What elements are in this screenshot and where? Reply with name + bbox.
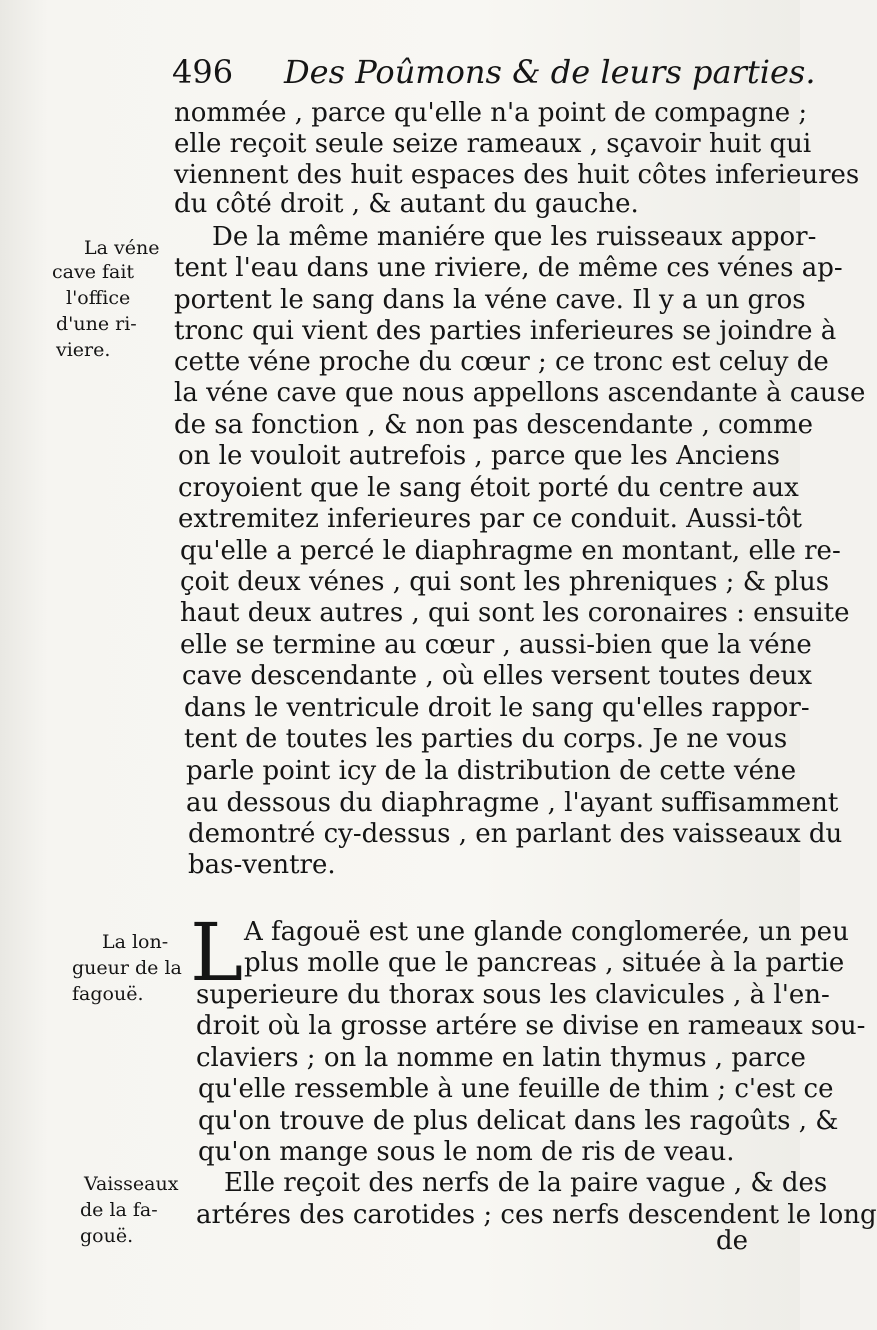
margin-note-line: gueur de la: [72, 957, 182, 979]
text-line: De la même maniére que les ruisseaux appor-: [212, 222, 817, 252]
text-line: qu'elle ressemble à une feuille de thim ; c'est ce: [198, 1074, 834, 1104]
margin-note-line: de la fa-: [80, 1199, 158, 1221]
text-line: haut deux autres , qui sont les coronaires : ensuite: [180, 598, 850, 628]
catchword: de: [716, 1226, 749, 1256]
text-line: tent l'eau dans une riviere, de même ces vénes ap-: [174, 253, 843, 283]
margin-note-line: l'office: [66, 287, 131, 309]
text-line: de sa fonction , & non pas descendante , comme: [174, 410, 814, 440]
text-line: claviers ; on la nomme en latin thymus , parce: [196, 1043, 806, 1073]
text-line: nommée , parce qu'elle n'a point de compagne ;: [174, 98, 808, 128]
text-line: elle reçoit seule seize rameaux , sçavoir huit qui: [174, 129, 812, 159]
margin-note-line: gouë.: [80, 1225, 134, 1247]
text-line: du côté droit , & autant du gauche.: [174, 189, 639, 219]
text-line: tronc qui vient des parties inferieures se joindre à: [174, 316, 837, 346]
text-line: qu'on trouve de plus delicat dans les ragoûts , &: [198, 1106, 839, 1136]
drop-cap: L: [190, 906, 244, 999]
page-number: 496: [172, 53, 234, 91]
text-line: portent le sang dans la véne cave. Il y a un gros: [174, 285, 806, 315]
text-line: cette véne proche du cœur ; ce tronc est celuy de: [174, 347, 829, 377]
text-line: qu'on mange sous le nom de ris de veau.: [198, 1137, 735, 1167]
text-line: tent de toutes les parties du corps. Je ne vous: [184, 724, 788, 754]
text-line: la véne cave que nous appellons ascendante à cause: [174, 378, 866, 408]
text-line: parle point icy de la distribution de cette véne: [186, 756, 797, 786]
text-line: demontré cy-dessus , en parlant des vaisseaux du: [188, 819, 843, 849]
text-line: on le vouloit autrefois , parce que les Anciens: [178, 441, 780, 471]
text-line: qu'elle a percé le diaphragme en montant, elle re-: [180, 536, 841, 566]
margin-note-line: Vaisseaux: [84, 1173, 179, 1195]
text-line: Elle reçoit des nerfs de la paire vague , & des: [224, 1168, 828, 1198]
text-line: dans le ventricule droit le sang qu'elles rappor-: [184, 693, 810, 723]
running-title: Des Poûmons & de leurs parties.: [284, 53, 816, 91]
margin-note-line: viere.: [56, 339, 111, 361]
text-line: extremitez inferieures par ce conduit. Aussi-tôt: [178, 504, 802, 534]
text-line: croyoient que le sang étoit porté du centre aux: [178, 473, 799, 503]
text-line: A fagouë est une glande conglomerée, un peu: [244, 917, 849, 947]
text-line: droit où la grosse artére se divise en rameaux sou-: [196, 1011, 866, 1041]
margin-note-line: cave fait: [52, 261, 135, 283]
text-line: bas-ventre.: [188, 850, 336, 880]
margin-note-line: La véne: [84, 237, 160, 259]
text-line: artéres des carotides ; ces nerfs descendent le long: [196, 1200, 877, 1230]
text-line: au dessous du diaphragme , l'ayant suffisamment: [186, 788, 839, 818]
text-line: plus molle que le pancreas , située à la partie: [244, 948, 845, 978]
text-line: cave descendante , où elles versent toutes deux: [182, 661, 813, 691]
text-line: superieure du thorax sous les clavicules , à l'en-: [196, 980, 830, 1010]
text-line: viennent des huit espaces des huit côtes inferieures: [174, 160, 860, 190]
text-line: elle se termine au cœur , aussi-bien que la véne: [180, 630, 812, 660]
margin-note-line: fagouë.: [72, 983, 144, 1005]
margin-note-line: d'une ri-: [56, 313, 137, 335]
text-line: çoit deux vénes , qui sont les phreniques ; & plus: [180, 567, 830, 597]
margin-note-line: La lon-: [102, 931, 169, 953]
page-header: [172, 52, 816, 92]
